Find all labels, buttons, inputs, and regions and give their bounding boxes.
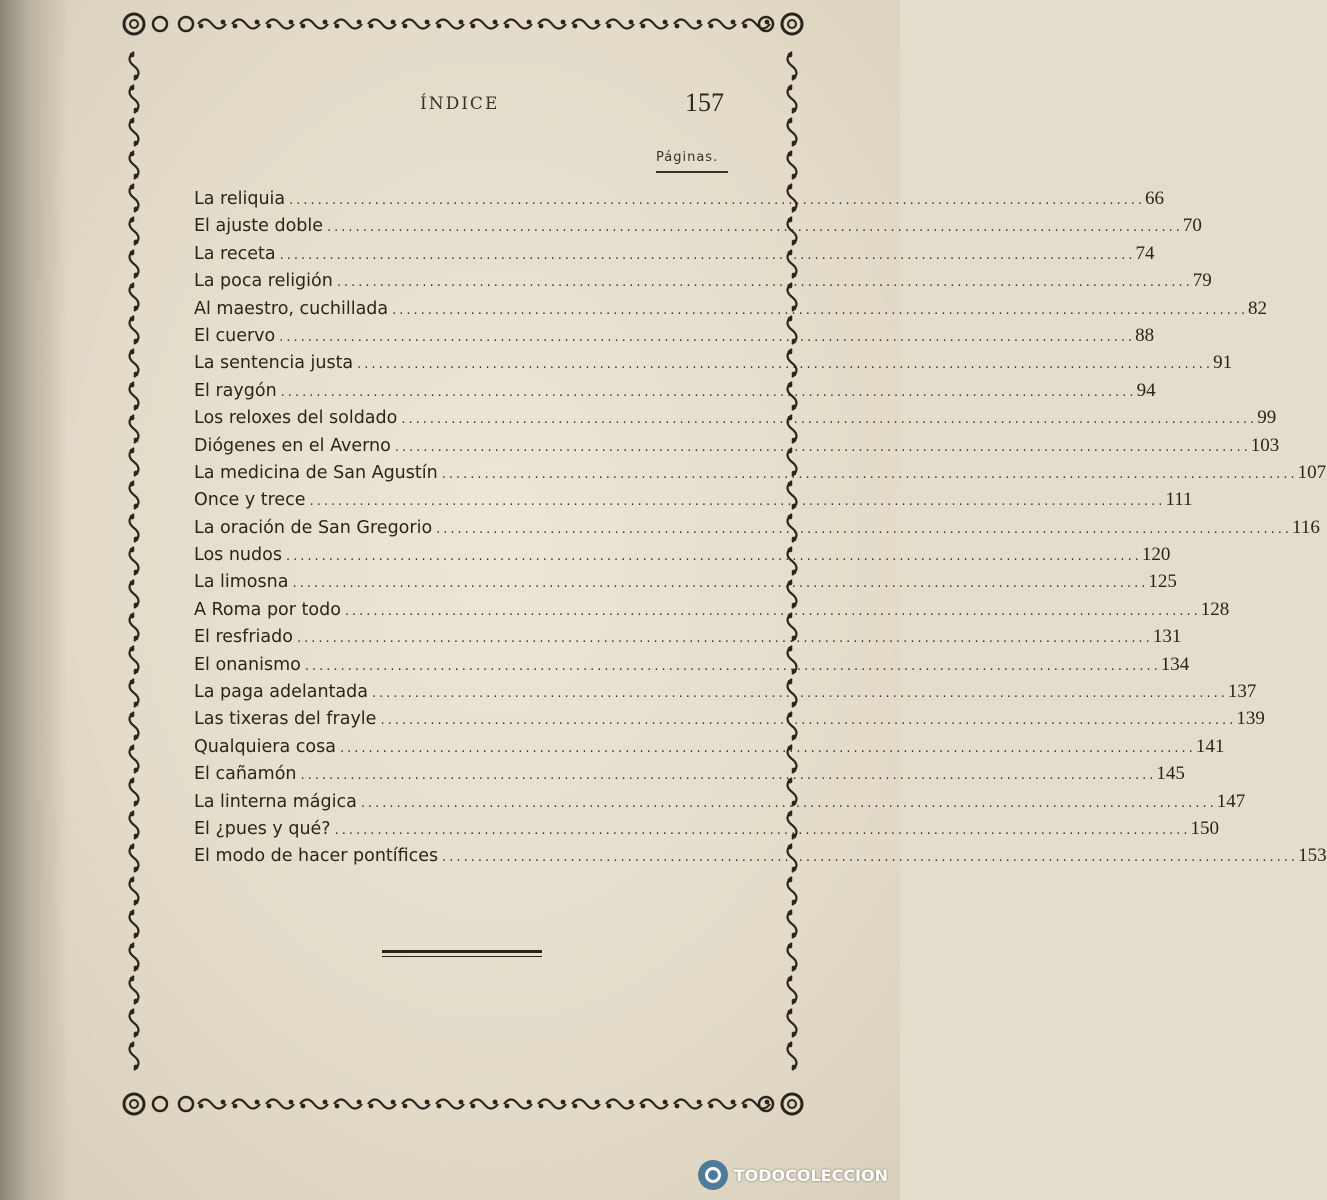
toc-leader-dots: ........................................................................................................................ bbox=[304, 658, 1161, 674]
toc-leader-dots: ........................................................................................................................ bbox=[380, 713, 1237, 729]
toc-leader-dots: ........................................................................................................................ bbox=[392, 302, 1249, 318]
toc-entry bbox=[194, 270, 1212, 297]
toc-entry-page: 131 bbox=[1152, 626, 1182, 648]
toc-entry-page: 66 bbox=[1145, 188, 1165, 209]
toc-entry-title: Los nudos bbox=[194, 545, 282, 566]
toc-leader-dots: ........................................................................................................................ bbox=[280, 384, 1137, 400]
toc-entry bbox=[194, 571, 1177, 598]
toc-leader-dots: ........................................................................................................................ bbox=[334, 822, 1191, 838]
toc-entry-title: Al maestro, cuchillada bbox=[194, 298, 389, 319]
toc-entry bbox=[194, 681, 1257, 708]
toc-entry-page: 150 bbox=[1190, 817, 1219, 839]
toc-entry-title: El modo de hacer pontífices bbox=[194, 846, 439, 867]
toc-entry-page: 125 bbox=[1148, 571, 1177, 593]
toc-entry bbox=[194, 735, 1225, 763]
toc-leader-dots: ........................................................................................................................ bbox=[344, 603, 1201, 619]
toc-entry bbox=[194, 489, 1193, 516]
pages-label-underline bbox=[656, 171, 728, 173]
toc-entry-title: El ajuste doble bbox=[194, 216, 324, 237]
toc-entry-page: 82 bbox=[1248, 297, 1268, 319]
toc-entry-page: 70 bbox=[1182, 215, 1202, 237]
toc-entry-title: La receta bbox=[194, 243, 276, 264]
toc-entry-title: Las tixeras del frayle bbox=[194, 709, 377, 730]
toc-entry-title: El ¿pues y qué? bbox=[194, 818, 331, 839]
toc-entry-page: 111 bbox=[1165, 489, 1193, 511]
header-title: ÍNDICE bbox=[420, 94, 500, 114]
toc-leader-dots: ........................................................................................................................ bbox=[279, 247, 1136, 263]
todocoleccion-logo-icon bbox=[698, 1160, 728, 1190]
toc-entry bbox=[194, 544, 1171, 571]
toc-entry-page: 116 bbox=[1292, 516, 1320, 538]
toc-leader-dots: ........................................................................................................................ bbox=[300, 768, 1157, 784]
toc-entry bbox=[194, 352, 1233, 379]
toc-leader-dots: ........................................................................................................................ bbox=[327, 220, 1183, 236]
toc-entry bbox=[194, 708, 1265, 735]
toc-entry bbox=[194, 242, 1155, 270]
toc-entry bbox=[194, 763, 1185, 790]
toc-entry bbox=[194, 407, 1277, 434]
toc-entry-title: El resfriado bbox=[194, 627, 293, 648]
toc-entry-page: 137 bbox=[1227, 681, 1257, 703]
toc-entry-page: 91 bbox=[1213, 352, 1233, 374]
toc-entry-title: La oración de San Gregorio bbox=[194, 517, 433, 538]
toc-entry-title: La reliquia bbox=[194, 189, 286, 209]
toc-leader-dots: ........................................................................................................................ bbox=[289, 193, 1146, 208]
end-ornament-rule bbox=[382, 950, 542, 957]
toc-entry-title: La medicina de San Agustín bbox=[194, 462, 438, 483]
toc-leader-dots: ........................................................................................................................ bbox=[309, 494, 1166, 510]
toc-leader-dots: ........................................................................................................................ bbox=[441, 466, 1298, 482]
toc-entry bbox=[194, 461, 1327, 489]
toc-entry bbox=[194, 817, 1219, 845]
toc-leader-dots: ........................................................................................................................ bbox=[292, 576, 1149, 592]
toc-leader-dots: ........................................................................................................................ bbox=[436, 521, 1293, 537]
toc-leader-dots: ........................................................................................................................ bbox=[401, 412, 1258, 428]
page-gutter-shadow bbox=[0, 0, 70, 1200]
toc-entry bbox=[194, 297, 1268, 325]
toc-entry-page: 153 bbox=[1298, 845, 1327, 867]
toc-entry bbox=[194, 790, 1246, 818]
toc-entry-page: 103 bbox=[1250, 434, 1280, 456]
toc-entry bbox=[194, 626, 1182, 653]
toc-entry bbox=[194, 598, 1230, 626]
toc-entry-title: Once y trece bbox=[194, 490, 306, 511]
toc-entry-title: Qualquiera cosa bbox=[194, 736, 336, 757]
watermark bbox=[698, 1160, 888, 1190]
page-number: 157 bbox=[685, 88, 724, 117]
toc-entry bbox=[194, 188, 1165, 215]
toc-entry-title: La paga adelantada bbox=[194, 682, 368, 703]
toc-entry-title: La poca religión bbox=[194, 271, 333, 292]
toc-entry-page: 128 bbox=[1200, 598, 1230, 620]
toc-entry bbox=[194, 215, 1202, 242]
toc-entry-page: 74 bbox=[1135, 242, 1155, 264]
toc-entry-title: Los reloxes del soldado bbox=[194, 408, 398, 429]
toc-leader-dots: ........................................................................................................................ bbox=[442, 850, 1299, 866]
toc-leader-dots: ........................................................................................................................ bbox=[357, 357, 1214, 373]
toc-leader-dots: ........................................................................................................................ bbox=[371, 686, 1228, 702]
toc-leader-dots: ........................................................................................................................ bbox=[296, 631, 1153, 647]
toc-entry-page: 147 bbox=[1216, 790, 1246, 812]
pages-column-label: Páginas. bbox=[656, 150, 719, 165]
toc-leader-dots: ........................................................................................................................ bbox=[394, 439, 1251, 455]
toc-entry-title: Diógenes en el Averno bbox=[194, 435, 391, 456]
toc-leader-dots: ........................................................................................................................ bbox=[339, 740, 1196, 756]
toc-entry-title: A Roma por todo bbox=[194, 599, 341, 620]
toc-leader-dots: ........................................................................................................................ bbox=[285, 549, 1142, 565]
toc-entry bbox=[194, 516, 1320, 544]
toc-entry-page: 88 bbox=[1135, 324, 1155, 346]
toc-entry-page: 99 bbox=[1257, 407, 1277, 429]
toc-entry-title: El cuervo bbox=[194, 325, 276, 346]
toc-entry-title: El cañamón bbox=[194, 764, 297, 785]
toc-entry bbox=[194, 324, 1155, 352]
toc-entry bbox=[194, 845, 1327, 872]
toc-entry-page: 139 bbox=[1236, 708, 1265, 730]
toc-entry bbox=[194, 434, 1280, 462]
toc-entry-page: 141 bbox=[1195, 735, 1225, 757]
toc-entry-page: 107 bbox=[1297, 461, 1327, 483]
page-header bbox=[190, 88, 730, 128]
toc-entry-title: El onanismo bbox=[194, 654, 301, 675]
toc-entry-title: La limosna bbox=[194, 572, 289, 593]
watermark-text: TODOCOLECCION bbox=[733, 1165, 888, 1185]
toc-entry-page: 79 bbox=[1192, 270, 1212, 292]
toc-entry-title: La linterna mágica bbox=[194, 791, 357, 812]
toc-entry-page: 120 bbox=[1141, 544, 1171, 566]
toc-entry-page: 94 bbox=[1136, 379, 1156, 401]
toc-leader-dots: ........................................................................................................................ bbox=[360, 795, 1217, 811]
toc-entry-page: 134 bbox=[1160, 653, 1190, 675]
toc-entry-page: 145 bbox=[1156, 763, 1185, 785]
table-of-contents bbox=[194, 188, 1327, 873]
toc-entry bbox=[194, 653, 1190, 681]
toc-entry-title: La sentencia justa bbox=[194, 353, 354, 374]
toc-leader-dots: ........................................................................................................................ bbox=[279, 329, 1136, 345]
toc-leader-dots: ........................................................................................................................ bbox=[336, 275, 1193, 291]
toc-entry-title: El raygón bbox=[194, 380, 277, 401]
toc-entry bbox=[194, 379, 1156, 407]
